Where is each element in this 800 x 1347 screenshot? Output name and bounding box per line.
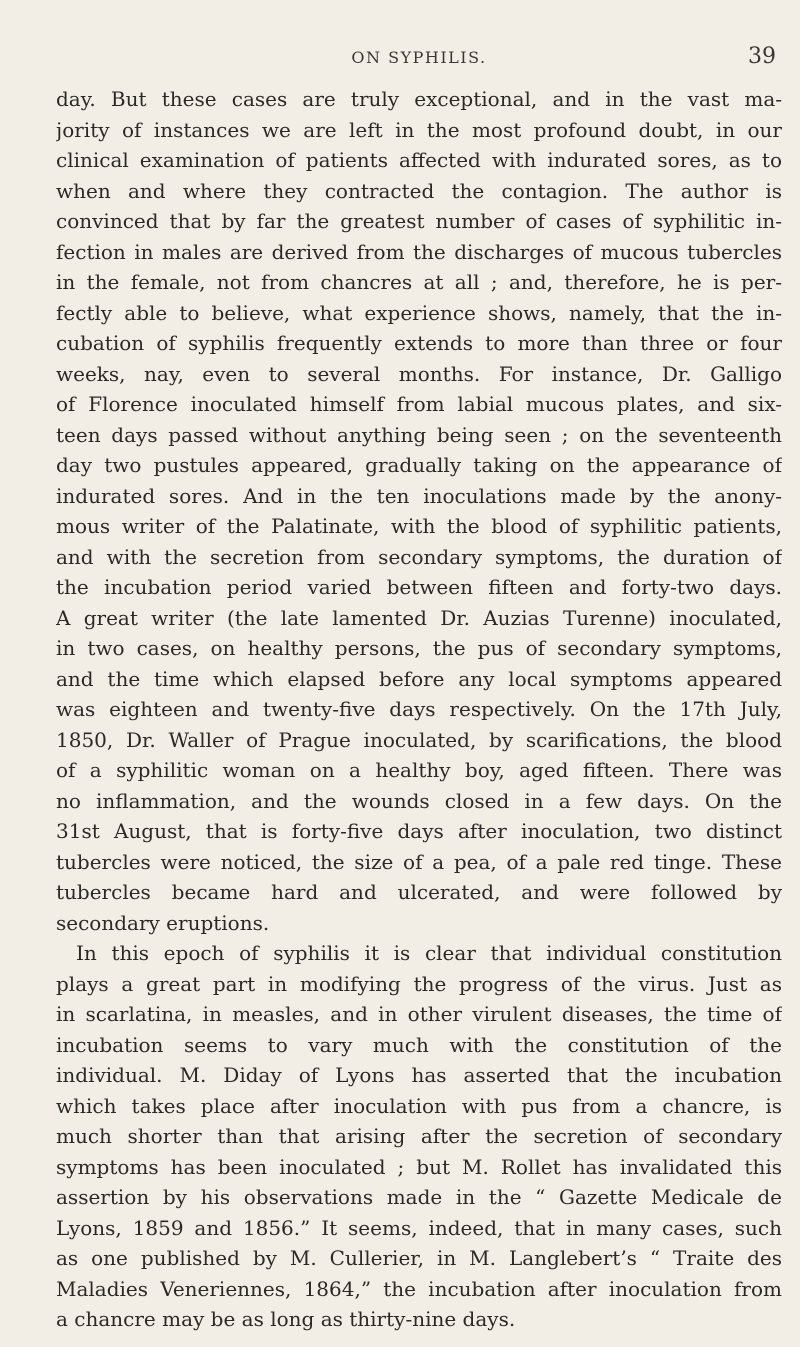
text-line: A great writer (the late lamented Dr. Auzias Turenne) inoculated, [56, 605, 782, 630]
text-line: assertion by his observations made in the “ Gazette Medicale de [56, 1185, 782, 1209]
text-line: much shorter than that arising after the secretion of secondary [56, 1124, 782, 1148]
text-line: fectly able to believe, what experience shows, namely, that the in- [56, 300, 782, 325]
text-line: as one published by M. Cullerier, in M. Langlebert’s “ Traite des [56, 1246, 782, 1270]
text-line: was eighteen and twenty-five days respectively. On the 17th July, [56, 697, 782, 721]
text-line: 31st August, that is forty-five days after inoculation, two distinct [56, 819, 782, 843]
text-line: and the time which elapsed before any local symptoms appeared [56, 666, 782, 691]
text-line: the incubation period varied between fifteen and forty-two days. [56, 575, 782, 599]
text-line: indurated sores. And in the ten inoculations made by the anony- [56, 483, 782, 508]
text-line: no inflammation, and the wounds closed in a few days. On the [56, 788, 782, 813]
text-line: in the female, not from chancres at all ; and, therefore, he is per- [56, 270, 782, 294]
text-line: of Florence inoculated himself from labial mucous plates, and six- [56, 392, 782, 416]
text-line: 1850, Dr. Waller of Prague inoculated, by scarifications, the blood [56, 727, 782, 752]
running-head [56, 44, 782, 72]
text-line: mous writer of the Palatinate, with the blood of syphilitic patients, [56, 514, 782, 538]
text-line: a chancre may be as long as thirty-nine days. [56, 1307, 516, 1331]
text-line: when and where they contracted the contagion. The author is [56, 178, 782, 203]
text-line: teen days passed without anything being seen ; on the seventeenth [56, 422, 782, 447]
text-line: day. But these cases are truly exceptional, and in the vast ma- [56, 87, 782, 111]
text-line: in scarlatina, in measles, and in other virulent diseases, the time of [56, 1002, 782, 1026]
text-line: which takes place after inoculation with pus from a chancre, is [56, 1093, 782, 1118]
text-line: day two pustules appeared, gradually taking on the appearance of [56, 453, 782, 477]
text-line: in two cases, on healthy persons, the pus of secondary symptoms, [56, 636, 782, 660]
text-line: In this epoch of syphilis it is clear that individual constitution [76, 941, 782, 965]
text-line: secondary eruptions. [56, 910, 270, 935]
text-line: plays a great part in modifying the progress of the virus. Just as [56, 971, 782, 996]
text-line: Maladies Veneriennes, 1864,” the incubation after inoculation from [56, 1276, 782, 1301]
text-line: weeks, nay, even to several months. For instance, Dr. Galligo [56, 361, 782, 386]
running-title: ON SYPHILIS. [351, 48, 487, 67]
text-line: Lyons, 1859 and 1856.” It seems, indeed, that in many cases, such [56, 1215, 782, 1240]
text-line: incubation seems to vary much with the constitution of the [56, 1032, 782, 1057]
text-line: of a syphilitic woman on a healthy boy, aged fifteen. There was [56, 758, 782, 782]
page-number: 39 [748, 44, 776, 69]
text-line: tubercles became hard and ulcerated, and were followed by [56, 880, 782, 904]
text-line: tubercles were noticed, the size of a pea, of a pale red tinge. These [56, 849, 782, 874]
text-line: jority of instances we are left in the most profound doubt, in our [56, 117, 782, 142]
text-line: clinical examination of patients affected with indurated sores, as to [56, 148, 782, 172]
text-line: individual. M. Diday of Lyons has asserted that the incubation [56, 1063, 782, 1087]
text-line: and with the secretion from secondary symptoms, the duration of [56, 544, 782, 569]
body-text [56, 84, 782, 1335]
text-line: fection in males are derived from the discharges of mucous tubercles [56, 239, 782, 264]
text-line: convinced that by far the greatest number of cases of syphilitic in- [56, 209, 782, 233]
text-line: symptoms has been inoculated ; but M. Rollet has invalidated this [56, 1154, 782, 1179]
text-line: cubation of syphilis frequently extends to more than three or four [56, 331, 782, 355]
